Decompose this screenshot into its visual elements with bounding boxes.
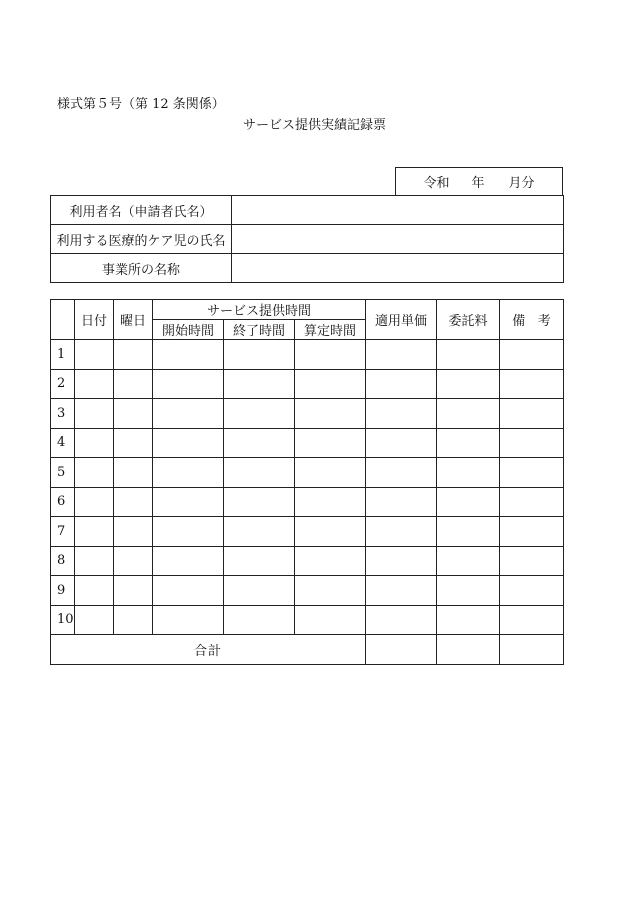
date-cell[interactable]	[396, 168, 563, 196]
row-number: 6	[51, 487, 75, 517]
fee-cell[interactable]	[437, 340, 500, 370]
fee-cell[interactable]	[437, 428, 500, 458]
remarks-cell[interactable]	[500, 340, 564, 370]
month-label: 月分	[508, 176, 535, 191]
date-box	[395, 167, 563, 196]
unit-price-header: 適用単価	[366, 300, 437, 340]
end-time-cell[interactable]	[224, 399, 295, 429]
remarks-cell[interactable]	[500, 458, 564, 488]
fee-cell[interactable]	[437, 369, 500, 399]
calc-time-cell[interactable]	[295, 369, 366, 399]
info-table	[50, 195, 564, 283]
fee-cell[interactable]	[437, 399, 500, 429]
end-time-header: 終了時間	[224, 320, 295, 340]
office-name-field[interactable]	[232, 254, 564, 283]
fee-cell[interactable]	[437, 576, 500, 606]
weekday-cell[interactable]	[114, 428, 153, 458]
unit-price-cell[interactable]	[366, 546, 437, 576]
form-number: 様式第５号（第 12 条関係）	[57, 97, 225, 112]
weekday-cell[interactable]	[114, 399, 153, 429]
unit-price-cell[interactable]	[366, 369, 437, 399]
document-title: サービス提供実績記録票	[243, 118, 387, 133]
remarks-cell[interactable]	[500, 399, 564, 429]
calc-time-header: 算定時間	[295, 320, 366, 340]
remarks-cell[interactable]	[500, 428, 564, 458]
calc-time-cell[interactable]	[295, 487, 366, 517]
start-time-cell[interactable]	[153, 428, 224, 458]
user-name-field[interactable]	[232, 196, 564, 225]
start-time-header: 開始時間	[153, 320, 224, 340]
end-time-cell[interactable]	[224, 428, 295, 458]
weekday-cell[interactable]	[114, 546, 153, 576]
row-number: 9	[51, 576, 75, 606]
remarks-header: 備 考	[500, 300, 564, 340]
day-cell[interactable]	[75, 576, 114, 606]
unit-price-cell[interactable]	[366, 487, 437, 517]
weekday-cell[interactable]	[114, 458, 153, 488]
table-row	[51, 428, 564, 458]
start-time-cell[interactable]	[153, 458, 224, 488]
end-time-cell[interactable]	[224, 458, 295, 488]
unit-price-cell[interactable]	[366, 576, 437, 606]
row-number: 10	[51, 605, 75, 635]
start-time-cell[interactable]	[153, 340, 224, 370]
day-cell[interactable]	[75, 428, 114, 458]
total-fee-cell[interactable]	[437, 635, 500, 665]
weekday-header: 曜日	[114, 300, 153, 340]
end-time-cell[interactable]	[224, 517, 295, 547]
remarks-cell[interactable]	[500, 517, 564, 547]
day-cell[interactable]	[75, 399, 114, 429]
table-row	[51, 487, 564, 517]
calc-time-cell[interactable]	[295, 340, 366, 370]
remarks-cell[interactable]	[500, 487, 564, 517]
day-cell[interactable]	[75, 605, 114, 635]
end-time-cell[interactable]	[224, 369, 295, 399]
row-number-header	[51, 300, 75, 340]
total-label: 合計	[51, 635, 366, 665]
start-time-cell[interactable]	[153, 576, 224, 606]
child-name-label: 利用する医療的ケア児の氏名	[51, 225, 232, 254]
end-time-cell[interactable]	[224, 546, 295, 576]
remarks-cell[interactable]	[500, 605, 564, 635]
start-time-cell[interactable]	[153, 517, 224, 547]
calc-time-cell[interactable]	[295, 458, 366, 488]
table-row	[51, 605, 564, 635]
calc-time-cell[interactable]	[295, 605, 366, 635]
day-cell[interactable]	[75, 458, 114, 488]
calc-time-cell[interactable]	[295, 428, 366, 458]
remarks-cell[interactable]	[500, 576, 564, 606]
calc-time-cell[interactable]	[295, 517, 366, 547]
start-time-cell[interactable]	[153, 399, 224, 429]
weekday-cell[interactable]	[114, 340, 153, 370]
unit-price-cell[interactable]	[366, 458, 437, 488]
end-time-cell[interactable]	[224, 605, 295, 635]
weekday-cell[interactable]	[114, 369, 153, 399]
weekday-cell[interactable]	[114, 487, 153, 517]
unit-price-cell[interactable]	[366, 399, 437, 429]
day-cell[interactable]	[75, 340, 114, 370]
row-number: 8	[51, 546, 75, 576]
fee-cell[interactable]	[437, 546, 500, 576]
fee-cell[interactable]	[437, 458, 500, 488]
end-time-cell[interactable]	[224, 340, 295, 370]
end-time-cell[interactable]	[224, 487, 295, 517]
year-label: 年	[471, 176, 485, 191]
start-time-cell[interactable]	[153, 605, 224, 635]
table-row	[51, 340, 564, 370]
era-label: 令和	[423, 176, 450, 191]
remarks-cell[interactable]	[500, 546, 564, 576]
row-number: 2	[51, 369, 75, 399]
fee-cell[interactable]	[437, 517, 500, 547]
end-time-cell[interactable]	[224, 576, 295, 606]
day-cell[interactable]	[75, 487, 114, 517]
row-number: 4	[51, 428, 75, 458]
table-row	[51, 546, 564, 576]
day-cell[interactable]	[75, 517, 114, 547]
start-time-cell[interactable]	[153, 369, 224, 399]
row-number: 1	[51, 340, 75, 370]
row-number: 3	[51, 399, 75, 429]
table-row	[51, 458, 564, 488]
user-name-label: 利用者名（申請者氏名）	[51, 196, 232, 225]
day-cell[interactable]	[75, 546, 114, 576]
total-remarks-cell[interactable]	[500, 635, 564, 665]
row-number: 7	[51, 517, 75, 547]
office-name-label: 事業所の名称	[51, 254, 232, 283]
unit-price-cell[interactable]	[366, 605, 437, 635]
day-cell[interactable]	[75, 369, 114, 399]
start-time-cell[interactable]	[153, 487, 224, 517]
unit-price-cell[interactable]	[366, 340, 437, 370]
weekday-cell[interactable]	[114, 576, 153, 606]
table-row	[51, 369, 564, 399]
row-number: 5	[51, 458, 75, 488]
table-row	[51, 399, 564, 429]
fee-header: 委託料	[437, 300, 500, 340]
child-name-field[interactable]	[232, 225, 564, 254]
fee-cell[interactable]	[437, 487, 500, 517]
service-time-header: サービス提供時間	[153, 300, 366, 320]
weekday-cell[interactable]	[114, 517, 153, 547]
remarks-cell[interactable]	[500, 369, 564, 399]
table-row	[51, 576, 564, 606]
calc-time-cell[interactable]	[295, 546, 366, 576]
day-header: 日付	[75, 300, 114, 340]
fee-cell[interactable]	[437, 605, 500, 635]
unit-price-cell[interactable]	[366, 428, 437, 458]
table-row	[51, 517, 564, 547]
start-time-cell[interactable]	[153, 546, 224, 576]
service-record-table	[50, 299, 564, 665]
weekday-cell[interactable]	[114, 605, 153, 635]
calc-time-cell[interactable]	[295, 399, 366, 429]
unit-price-cell[interactable]	[366, 517, 437, 547]
calc-time-cell[interactable]	[295, 576, 366, 606]
total-unit-price-cell[interactable]	[366, 635, 437, 665]
